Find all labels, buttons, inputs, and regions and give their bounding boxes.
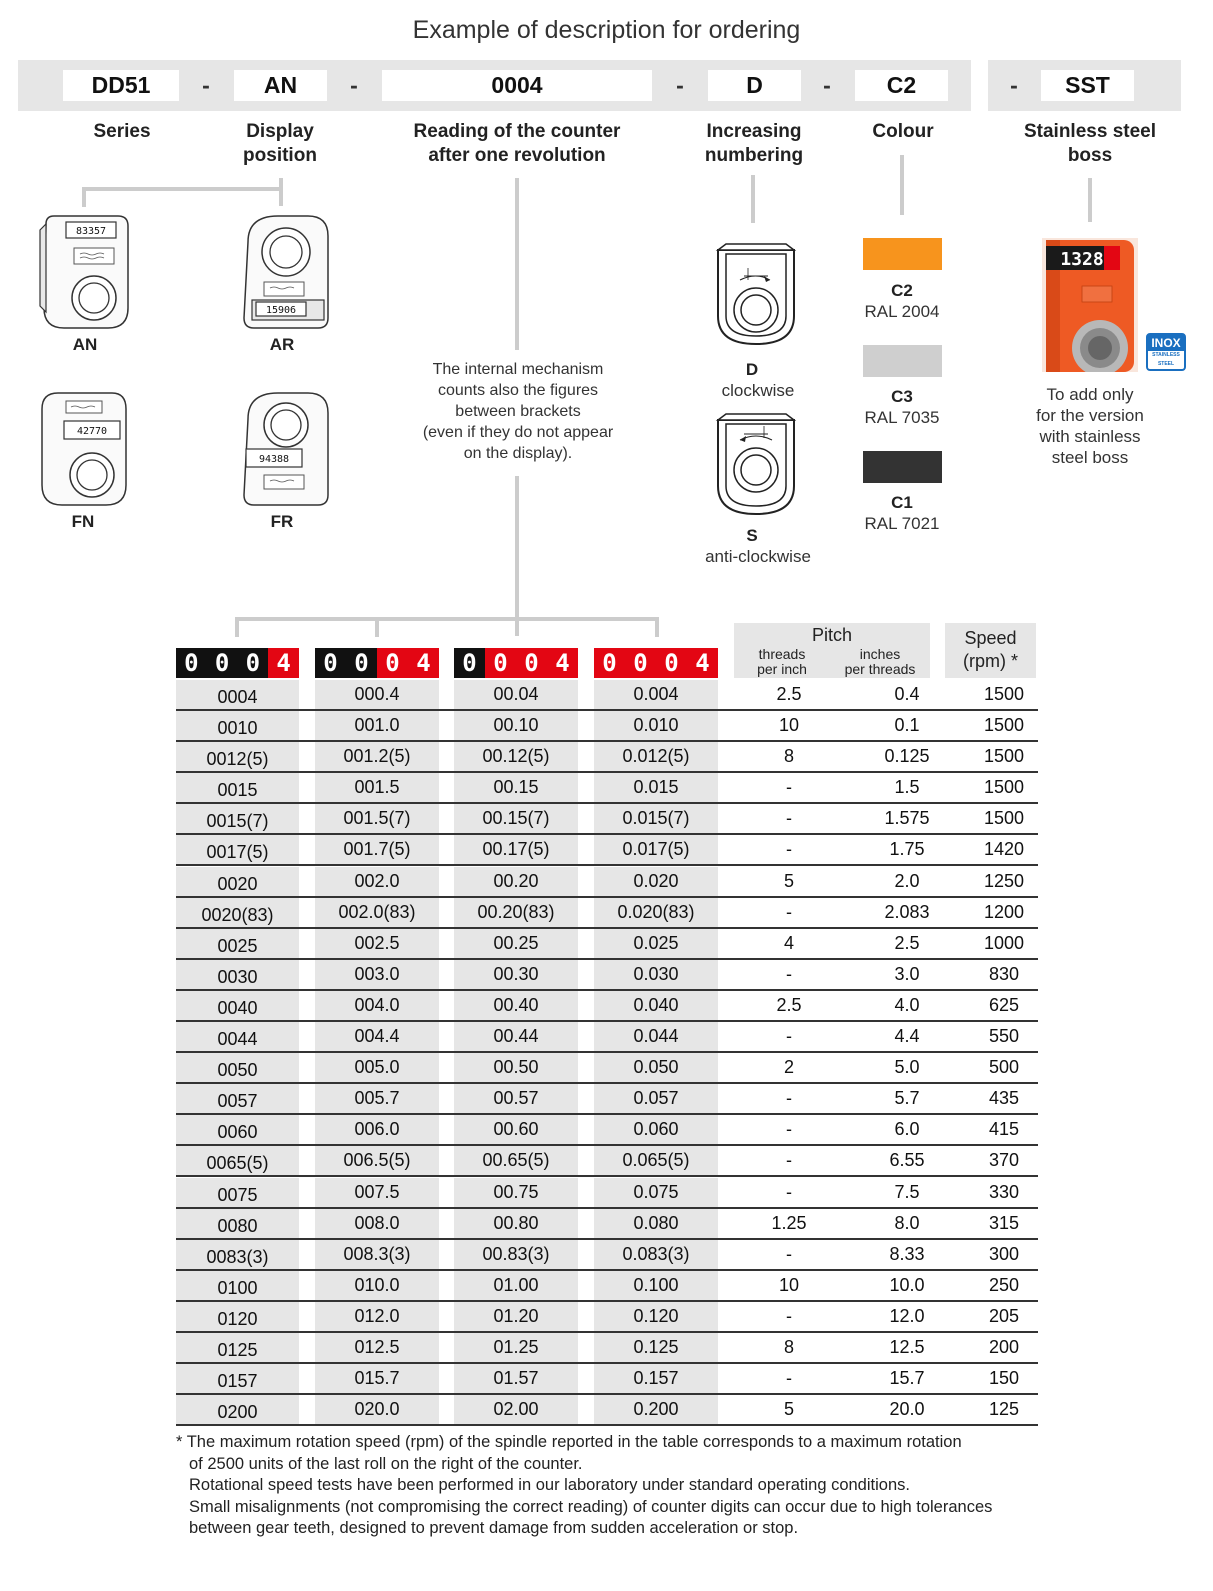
- connector-line: [235, 617, 659, 621]
- table-cell: 012.5: [315, 1333, 439, 1362]
- table-row: [176, 1209, 1038, 1240]
- table-cell: 10.0: [889, 1274, 925, 1295]
- table-cell: 00.20: [454, 867, 578, 896]
- label-boss: Stainless steel boss: [1023, 121, 1157, 166]
- table-row: [176, 1178, 1038, 1209]
- table-cell: 1.75: [889, 839, 925, 860]
- code-dash: -: [202, 72, 210, 98]
- table-cell: 0.057: [594, 1084, 718, 1113]
- table-row: [176, 1333, 1038, 1364]
- table-cell: 0.120: [594, 1302, 718, 1331]
- table-cell: 250: [988, 1274, 1020, 1295]
- table-cell: 0.020(83): [594, 898, 718, 927]
- clockwise-drawing: [714, 240, 798, 348]
- table-cell: 0.020: [594, 867, 718, 896]
- counter-display-example: [454, 648, 578, 678]
- table-cell: 0.004: [594, 680, 718, 709]
- display-digit: 0: [625, 648, 656, 678]
- table-cell: 330: [988, 1181, 1020, 1202]
- table-cell: 0065(5): [176, 1146, 299, 1175]
- table-cell: 5: [783, 1399, 794, 1420]
- display-digit: 4: [687, 648, 718, 678]
- table-cell: 6.0: [894, 1119, 920, 1140]
- table-row: [176, 835, 1038, 866]
- table-cell: -: [786, 1026, 792, 1047]
- table-row: [176, 1053, 1038, 1084]
- table-cell: 00.15: [454, 773, 578, 802]
- connector-line: [515, 476, 519, 636]
- table-cell: 010.0: [315, 1271, 439, 1300]
- code-reading: 0004: [382, 70, 652, 101]
- table-cell: 10: [778, 715, 800, 736]
- table-cell: -: [786, 1181, 792, 1202]
- table-cell: 001.7(5): [315, 835, 439, 864]
- counter-an-drawing: [38, 212, 134, 332]
- table-cell: 0.125: [594, 1333, 718, 1362]
- table-cell: 0.1: [894, 715, 920, 736]
- code-colour: C2: [855, 70, 948, 101]
- table-cell: 0020: [176, 867, 299, 896]
- table-row: [176, 1115, 1038, 1146]
- code-dash: -: [823, 72, 831, 98]
- table-cell: 01.20: [454, 1302, 578, 1331]
- display-digit: 0: [516, 648, 547, 678]
- display-digit: 0: [354, 649, 369, 677]
- table-cell: 0.030: [594, 960, 718, 989]
- direction-code-d: D: [745, 360, 759, 379]
- table-cell: 1.5: [894, 777, 920, 798]
- table-cell: 0.083(3): [594, 1240, 718, 1269]
- display-digits: 42770: [76, 426, 108, 437]
- table-cell: 0083(3): [176, 1240, 299, 1269]
- table-cell: 200: [988, 1336, 1020, 1357]
- code-numbering: D: [708, 70, 801, 101]
- table-row: [176, 1022, 1038, 1053]
- table-row: [176, 711, 1038, 742]
- table-cell: 00.50: [454, 1053, 578, 1082]
- table-cell: 15.7: [889, 1368, 925, 1389]
- table-cell: 1500: [983, 808, 1025, 829]
- display-digit: 0: [323, 649, 338, 677]
- table-cell: 2.5: [776, 684, 802, 704]
- table-cell: 12.0: [889, 1305, 925, 1326]
- table-cell: 1.575: [884, 808, 930, 829]
- table-cell: 315: [988, 1212, 1020, 1233]
- table-cell: 0020(83): [176, 898, 299, 927]
- table-cell: 01.25: [454, 1333, 578, 1362]
- table-cell: 2: [783, 1057, 794, 1078]
- colour-ral-c1: RAL 7021: [864, 514, 940, 533]
- table-cell: 370: [988, 1150, 1020, 1171]
- label-series: Series: [93, 121, 151, 142]
- display-digit: 0: [377, 648, 408, 678]
- table-cell: 005.7: [315, 1084, 439, 1113]
- table-cell: 1200: [983, 901, 1025, 922]
- table-row: [176, 898, 1038, 929]
- table-cell: -: [786, 901, 792, 922]
- table-cell: 6.55: [889, 1150, 925, 1171]
- table-cell: -: [786, 1368, 792, 1389]
- code-dash: -: [1010, 72, 1018, 98]
- table-cell: 0125: [176, 1333, 299, 1362]
- table-cell: 0040: [176, 991, 299, 1020]
- colour-code-c2: C2: [891, 281, 913, 300]
- table-cell: 005.0: [315, 1053, 439, 1082]
- table-cell: -: [786, 777, 792, 798]
- table-cell: 10: [778, 1274, 800, 1295]
- table-cell: 0.4: [894, 684, 920, 704]
- table-cell: 001.2(5): [315, 742, 439, 771]
- table-cell: 001.0: [315, 711, 439, 740]
- table-cell: 003.0: [315, 960, 439, 989]
- connector-line: [82, 187, 86, 207]
- display-digit: 4: [268, 648, 299, 678]
- table-cell: 002.5: [315, 929, 439, 958]
- table-row: [176, 1271, 1038, 1302]
- table-cell: -: [786, 808, 792, 829]
- table-cell: 0.065(5): [594, 1146, 718, 1175]
- table-cell: 0200: [176, 1395, 299, 1424]
- display-digit: 0: [184, 649, 199, 677]
- table-cell: 00.20(83): [454, 898, 578, 927]
- table-cell: 0017(5): [176, 835, 299, 864]
- table-cell: 415: [988, 1119, 1020, 1140]
- code-dash: -: [676, 72, 684, 98]
- table-cell: 0157: [176, 1364, 299, 1393]
- table-cell: 0012(5): [176, 742, 299, 771]
- anticlockwise-drawing: [714, 410, 798, 518]
- table-cell: 0.040: [594, 991, 718, 1020]
- table-cell: 00.57: [454, 1084, 578, 1113]
- table-cell: 001.5(7): [315, 804, 439, 833]
- table-cell: 0080: [176, 1209, 299, 1238]
- table-cell: 0.010: [594, 711, 718, 740]
- table-row: [176, 1084, 1038, 1115]
- table-cell: 01.57: [454, 1364, 578, 1393]
- table-cell: 12.5: [889, 1336, 925, 1357]
- table-cell: 00.04: [454, 680, 578, 709]
- connector-line: [82, 187, 283, 191]
- table-cell: 0.060: [594, 1115, 718, 1144]
- display-digit: 4: [547, 648, 578, 678]
- table-cell: 00.30: [454, 960, 578, 989]
- table-cell: 5: [783, 870, 794, 891]
- table-cell: 550: [988, 1026, 1020, 1047]
- table-cell: 1250: [983, 870, 1025, 891]
- table-row: [176, 804, 1038, 835]
- table-cell: 00.83(3): [454, 1240, 578, 1269]
- table-cell: 5.7: [894, 1088, 920, 1109]
- direction-label-s: anti-clockwise: [705, 547, 811, 566]
- display-digit: 0: [594, 648, 625, 678]
- table-row: [176, 1146, 1038, 1177]
- table-cell: 0.025: [594, 929, 718, 958]
- table-cell: 006.5(5): [315, 1146, 439, 1175]
- label-display: Display position: [243, 121, 317, 166]
- table-cell: 0060: [176, 1115, 299, 1144]
- table-cell: 625: [988, 994, 1020, 1015]
- table-row: [176, 1364, 1038, 1395]
- position-code-ar: AR: [269, 335, 295, 354]
- colour-code-c3: C3: [891, 387, 913, 406]
- counter-fr-drawing: [238, 389, 334, 509]
- table-cell: 0.044: [594, 1022, 718, 1051]
- speed-header: Speed (rpm) *: [945, 623, 1036, 678]
- table-cell: 1420: [983, 839, 1025, 860]
- table-cell: 002.0: [315, 867, 439, 896]
- colour-ral-c2: RAL 2004: [864, 302, 940, 321]
- mechanism-note: The internal mechanism counts also the figures between brackets (even if they do not appear on the display).: [422, 361, 614, 462]
- table-row: [176, 742, 1038, 773]
- table-cell: 000.4: [315, 680, 439, 709]
- table-cell: 00.65(5): [454, 1146, 578, 1175]
- table-cell: 125: [988, 1399, 1020, 1420]
- table-cell: 0004: [176, 680, 299, 709]
- table-row: [176, 867, 1038, 898]
- table-cell: 004.4: [315, 1022, 439, 1051]
- table-row: [176, 1302, 1038, 1333]
- pitch-header: Pitch threads per inch inches per threads: [734, 623, 930, 678]
- table-cell: 0.015: [594, 773, 718, 802]
- counter-fn-drawing: [36, 389, 132, 509]
- table-cell: -: [786, 1150, 792, 1171]
- table-cell: 2.0: [894, 870, 920, 891]
- table-cell: 015.7: [315, 1364, 439, 1393]
- table-cell: -: [786, 963, 792, 984]
- counter-display-example: [176, 648, 299, 678]
- table-cell: 0100: [176, 1271, 299, 1300]
- footnote: * The maximum rotation speed (rpm) of the spindle reported in the table corresponds to a maximum rotation of 2500 units of the last roll on the right of the counter. Rotational speed tests have been performed in our laboratory under standard operating conditions. Small misalignments (not compromising the correct reading) of counter digits can occur due to high tolerances between gear teeth, designed to prevent damage from sudden acceleration or stop.: [176, 1433, 993, 1537]
- display-digit: 0: [214, 649, 230, 677]
- table-cell: 0.200: [594, 1395, 718, 1424]
- table-cell: 00.17(5): [454, 835, 578, 864]
- table-cell: 1500: [983, 777, 1025, 798]
- table-cell: 2.5: [776, 994, 802, 1015]
- table-cell: 020.0: [315, 1395, 439, 1424]
- table-cell: 435: [988, 1088, 1020, 1109]
- table-cell: -: [786, 1119, 792, 1140]
- table-cell: 5.0: [894, 1057, 920, 1078]
- table-cell: 00.75: [454, 1178, 578, 1207]
- boss-note: To add only for the version with stainless steel boss: [1036, 385, 1144, 467]
- table-cell: 0.012(5): [594, 742, 718, 771]
- label-numbering: Increasing numbering: [704, 121, 804, 166]
- boss-counter-digits: 1328: [1060, 249, 1104, 270]
- table-cell: 0030: [176, 960, 299, 989]
- connector-line: [751, 175, 755, 223]
- table-cell: 1500: [983, 684, 1025, 704]
- tpi-header: threads per inch: [757, 646, 807, 677]
- table-cell: 008.3(3): [315, 1240, 439, 1269]
- table-row: [176, 929, 1038, 960]
- table-cell: 0.080: [594, 1209, 718, 1238]
- display-digit: 4: [408, 648, 439, 678]
- table-cell: 1.25: [771, 1212, 807, 1233]
- table-cell: 1500: [983, 715, 1025, 736]
- connector-line: [279, 178, 283, 206]
- connector-line: [900, 155, 904, 215]
- connector-line: [1088, 178, 1092, 222]
- code-boss: SST: [1041, 70, 1134, 101]
- table-cell: 0.050: [594, 1053, 718, 1082]
- colour-swatch-c3: [863, 345, 942, 377]
- table-cell: 012.0: [315, 1302, 439, 1331]
- table-cell: 0044: [176, 1022, 299, 1051]
- table-cell: 00.10: [454, 711, 578, 740]
- table-cell: 006.0: [315, 1115, 439, 1144]
- ipt-header: inches per threads: [844, 646, 916, 677]
- table-cell: 0.075: [594, 1178, 718, 1207]
- table-cell: 0.017(5): [594, 835, 718, 864]
- table-cell: 0.015(7): [594, 804, 718, 833]
- table-cell: 3.0: [894, 963, 920, 984]
- table-cell: 4.0: [894, 994, 920, 1015]
- table-cell: 0.157: [594, 1364, 718, 1393]
- table-cell: 0050: [176, 1053, 299, 1082]
- row-divider: [176, 1424, 1038, 1426]
- table-cell: 01.00: [454, 1271, 578, 1300]
- connector-line: [375, 617, 379, 637]
- table-row: [176, 1395, 1038, 1426]
- table-cell: 2.5: [894, 932, 920, 953]
- label-reading: Reading of the counter after one revolution: [413, 121, 621, 166]
- table-cell: 20.0: [889, 1399, 925, 1420]
- table-cell: 0010: [176, 711, 299, 740]
- table-cell: 1500: [983, 746, 1025, 767]
- table-cell: 0057: [176, 1084, 299, 1113]
- stainless-boss-product-image: [1042, 238, 1138, 372]
- display-digits: 15906: [265, 305, 297, 316]
- table-cell: 00.12(5): [454, 742, 578, 771]
- position-code-fr: FR: [270, 512, 294, 531]
- display-digits: 94388: [258, 454, 290, 465]
- counter-display-example: [594, 648, 718, 678]
- table-cell: 150: [988, 1368, 1020, 1389]
- table-cell: 2.083: [884, 901, 930, 922]
- table-cell: 00.44: [454, 1022, 578, 1051]
- display-digits: 83357: [75, 226, 107, 237]
- direction-code-s: S: [746, 526, 758, 545]
- code-dash: -: [350, 72, 358, 98]
- direction-label-d: clockwise: [721, 381, 795, 400]
- table-cell: 8.33: [889, 1243, 925, 1264]
- display-digit: 0: [656, 648, 687, 678]
- display-digit: 0: [462, 649, 477, 677]
- position-code-an: AN: [72, 335, 98, 354]
- inox-stainless-steel-badge: INOX STAINLESS STEEL: [1146, 333, 1186, 371]
- display-digit: 0: [485, 648, 516, 678]
- table-cell: 8: [783, 1336, 794, 1357]
- counter-ar-drawing: [238, 212, 334, 332]
- table-cell: -: [786, 1305, 792, 1326]
- table-row: [176, 991, 1038, 1022]
- table-cell: 001.5: [315, 773, 439, 802]
- table-cell: 830: [988, 963, 1020, 984]
- table-cell: 002.0(83): [315, 898, 439, 927]
- table-cell: 300: [988, 1243, 1020, 1264]
- table-cell: 02.00: [454, 1395, 578, 1424]
- table-row: [176, 773, 1038, 804]
- table-cell: -: [786, 1088, 792, 1109]
- code-series: DD51: [63, 70, 179, 101]
- table-cell: 008.0: [315, 1209, 439, 1238]
- table-row: [176, 1240, 1038, 1271]
- table-cell: 4: [783, 932, 794, 953]
- colour-code-c1: C1: [891, 493, 913, 512]
- connector-line: [655, 617, 659, 637]
- table-cell: 7.5: [894, 1181, 920, 1202]
- colour-ral-c3: RAL 7035: [864, 408, 940, 427]
- colour-swatch-c1: [863, 451, 942, 483]
- label-colour: Colour: [872, 121, 934, 142]
- table-cell: 0120: [176, 1302, 299, 1331]
- table-cell: 0025: [176, 929, 299, 958]
- table-cell: 0.100: [594, 1271, 718, 1300]
- connector-line: [515, 178, 519, 350]
- table-cell: 0015(7): [176, 804, 299, 833]
- table-cell: -: [786, 1243, 792, 1264]
- table-cell: 500: [988, 1057, 1020, 1078]
- table-cell: 00.15(7): [454, 804, 578, 833]
- table-cell: 0.125: [884, 746, 930, 767]
- table-cell: 0075: [176, 1178, 299, 1207]
- position-code-fn: FN: [71, 512, 95, 531]
- table-cell: 4.4: [894, 1026, 920, 1047]
- code-display: AN: [234, 70, 327, 101]
- table-cell: 00.60: [454, 1115, 578, 1144]
- reading-pitch-speed-table: [176, 680, 1038, 1426]
- table-row: [176, 960, 1038, 991]
- counter-display-example: [315, 648, 439, 678]
- table-cell: 00.80: [454, 1209, 578, 1238]
- table-cell: 007.5: [315, 1178, 439, 1207]
- table-cell: -: [786, 839, 792, 860]
- display-digit: 0: [245, 649, 261, 677]
- page-title: Example of description for ordering: [412, 16, 801, 44]
- colour-swatch-c2: [863, 238, 942, 270]
- table-cell: 8: [783, 746, 794, 767]
- table-cell: 00.25: [454, 929, 578, 958]
- table-cell: 1000: [983, 932, 1025, 953]
- table-cell: 0015: [176, 773, 299, 802]
- connector-line: [235, 617, 239, 637]
- table-cell: 205: [988, 1305, 1020, 1326]
- table-cell: 004.0: [315, 991, 439, 1020]
- table-cell: 8.0: [894, 1212, 920, 1233]
- table-row: [176, 680, 1038, 711]
- table-cell: 00.40: [454, 991, 578, 1020]
